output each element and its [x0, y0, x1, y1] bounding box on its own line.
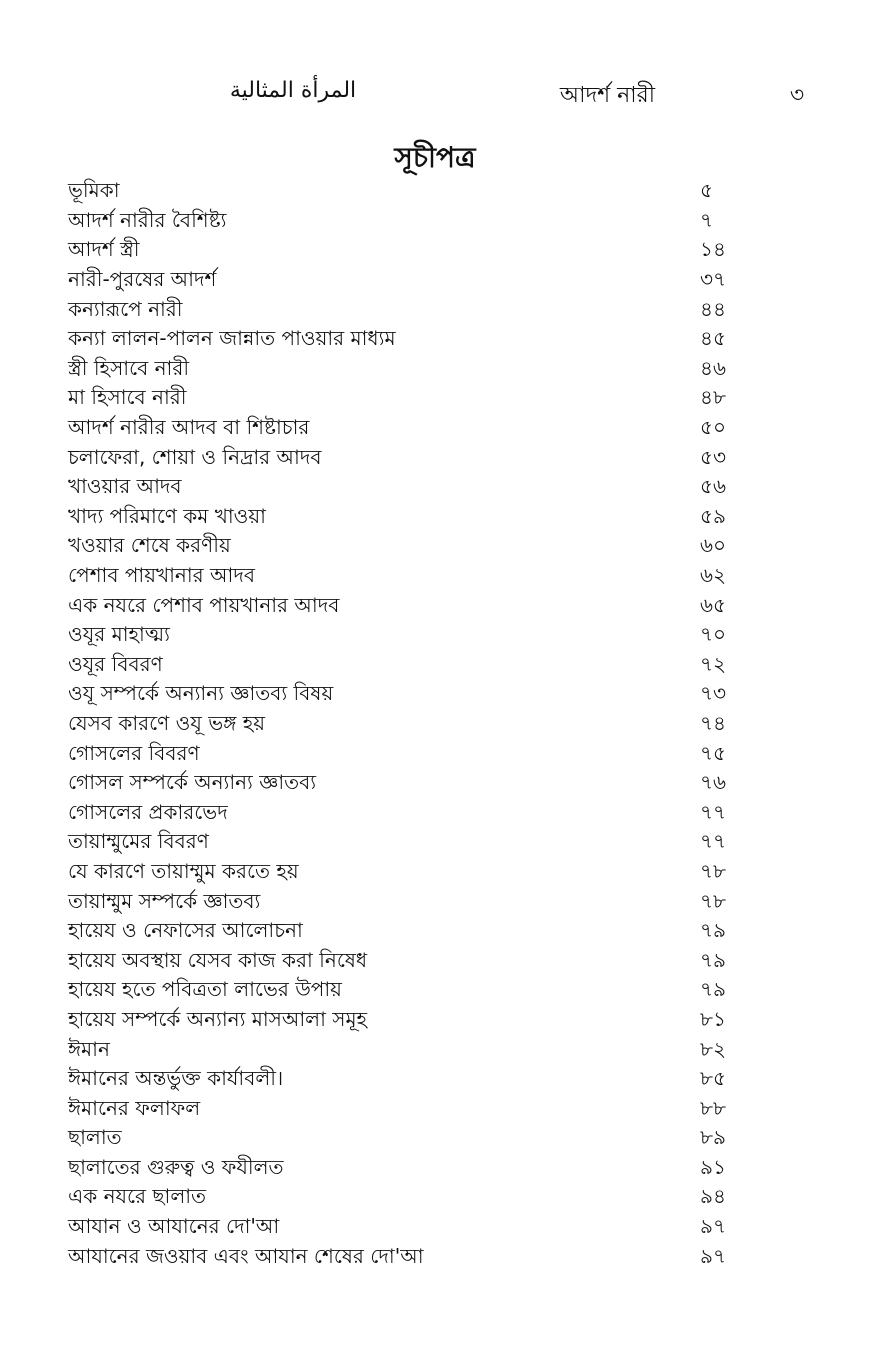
toc-entry-page: ৫০: [700, 415, 726, 440]
toc-entry-label: আযান ও আযানের দো'আ: [68, 1214, 280, 1239]
toc-entry-label: আযানের জওয়াব এবং আযান শেষের দো'আ: [68, 1243, 424, 1268]
toc-entry-label: কন্যারূপে নারী: [68, 296, 183, 321]
header-bengali-title: আদর্শ নারী: [559, 83, 656, 108]
toc-entry-page: ৭৭: [700, 829, 727, 854]
toc-entry: [68, 888, 748, 918]
toc-title: সূচীপত্র: [394, 141, 476, 174]
toc-entry: [68, 326, 748, 356]
toc-entry: [68, 1007, 748, 1037]
toc-entry-page: ৮৫: [700, 1066, 726, 1091]
toc-entry-label: মা হিসাবে নারী: [68, 385, 187, 410]
toc-entry-page: ৬৫: [700, 592, 726, 617]
toc-entry-page: ৮১: [700, 1006, 726, 1031]
toc-entry-page: ৭: [700, 207, 714, 232]
toc-entry-label: হায়েয সম্পর্কে অন্যান্য মাসআলা সমূহ: [68, 1006, 368, 1031]
toc-entry: [68, 178, 748, 208]
toc-entry-label: ভূমিকা: [68, 178, 120, 203]
toc-entry-label: যে কারণে তায়াম্মুম করতে হয়: [68, 858, 299, 883]
toc-entry-label: ওযূর বিবরণ: [68, 651, 163, 676]
toc-entry-page: ১৪: [700, 237, 726, 262]
toc-entry-label: খাওয়ার আদব: [68, 474, 182, 499]
toc-entry-page: ৫৯: [700, 503, 726, 528]
toc-entry-label: গোসলের প্রকারভেদ: [68, 799, 228, 824]
toc-entry-page: ৪৪: [700, 296, 726, 321]
toc-entry: [68, 1184, 748, 1214]
toc-entry-page: ৭৯: [700, 918, 726, 943]
toc-entry-label: হায়েয হতে পবিত্রতা লাভের উপায়: [68, 977, 342, 1002]
toc-entry-label: এক নযরে পেশাব পায়খানার আদব: [68, 592, 340, 617]
toc-entry-label: হায়েয অবস্থায় যেসব কাজ করা নিষেধ: [68, 947, 368, 972]
toc-entry: [68, 681, 748, 711]
toc-entry: [68, 474, 748, 504]
toc-entry-label: ছালাতের গুরুত্ব ও ফযীলত: [68, 1154, 284, 1179]
header-page-number: ৩: [789, 83, 805, 108]
toc-entry-label: গোসল সম্পর্কে অন্যান্য জ্ঞাতব্য: [68, 770, 317, 795]
toc-entry-label: এক নযরে ছালাত: [68, 1184, 207, 1209]
toc-entry-page: ৪৮: [700, 385, 726, 410]
toc-entry-page: ৭৮: [700, 858, 726, 883]
toc-entry: [68, 947, 748, 977]
toc-entry-page: ৩৭: [700, 267, 727, 292]
toc-entry-label: হায়েয ও নেফাসের আলোচনা: [68, 918, 303, 943]
toc-entry-page: ৬২: [700, 563, 727, 588]
toc-entry-page: ৫৩: [700, 444, 726, 469]
toc-entry: [68, 237, 748, 267]
toc-entry: [68, 1036, 748, 1066]
toc-entry-page: ৪৬: [700, 355, 726, 380]
toc-entry: [68, 415, 748, 445]
toc-entry-label: খাদ্য পরিমাণে কম খাওয়া: [68, 503, 266, 528]
toc-entry-page: ৯৭: [700, 1214, 726, 1239]
toc-entry-label: আদর্শ নারীর আদব বা শিষ্টাচার: [68, 415, 310, 440]
toc-entry-page: ৭২: [700, 651, 727, 676]
toc-entry: [68, 296, 748, 326]
toc-entry-label: ওযূ সম্পর্কে অন্যান্য জ্ঞাতব্য বিষয়: [68, 681, 334, 706]
toc-entry: [68, 770, 748, 800]
toc-entry-label: আদর্শ স্ত্রী: [68, 237, 140, 262]
toc-entry: [68, 208, 748, 238]
toc-entry-page: ৮৯: [700, 1125, 726, 1150]
toc-entry-page: ৭৯: [700, 947, 726, 972]
toc-entry-page: ৭৬: [700, 770, 727, 795]
toc-entry: [68, 356, 748, 386]
toc-entry: [68, 533, 748, 563]
toc-entry-label: গোসলের বিবরণ: [68, 740, 200, 765]
toc-entry: [68, 977, 748, 1007]
toc-entry: [68, 592, 748, 622]
toc-entry-page: ৫৬: [700, 474, 726, 499]
toc-entry-page: ৭৫: [700, 740, 726, 765]
toc-entry-page: ৬০: [700, 533, 727, 558]
toc-entry-label: ঈমানের ফলাফল: [68, 1095, 201, 1120]
toc-entry-label: কন্যা লালন-পালন জান্নাত পাওয়ার মাধ্যম: [68, 326, 396, 351]
toc-entry: [68, 652, 748, 682]
toc-entry-page: ৭৪: [700, 710, 726, 735]
toc-entry: [68, 740, 748, 770]
toc-entry-label: ঈমান: [68, 1036, 110, 1061]
toc-entry-page: ৭৯: [700, 977, 726, 1002]
toc-entry: [68, 1155, 748, 1185]
toc-entry: [68, 1125, 748, 1155]
toc-entry-label: আদর্শ নারীর বৈশিষ্ট্য: [68, 207, 227, 232]
toc-entry-label: ঈমানের অন্তর্ভুক্ত কার্যাবলী।: [68, 1066, 284, 1091]
toc-entry-page: ৯৪: [700, 1184, 726, 1209]
header-arabic-title: المرأة المثالية: [229, 78, 357, 103]
toc-entry-label: স্ত্রী হিসাবে নারী: [68, 355, 190, 380]
toc-list: [68, 178, 748, 1273]
toc-entry: [68, 444, 748, 474]
toc-entry-page: ৯৭: [700, 1243, 726, 1268]
toc-entry: [68, 799, 748, 829]
toc-entry-label: তায়াম্মুমের বিবরণ: [68, 829, 209, 854]
toc-entry-label: চলাফেরা, শোয়া ও নিদ্রার আদব: [68, 444, 322, 469]
toc-entry-label: যেসব কারণে ওযূ ভঙ্গ হয়: [68, 710, 266, 735]
toc-entry-page: ৯১: [700, 1154, 726, 1179]
toc-entry: [68, 563, 748, 593]
toc-entry: [68, 918, 748, 948]
toc-entry-label: ছালাত: [68, 1125, 122, 1150]
toc-entry-label: পেশাব পায়খানার আদব: [68, 563, 255, 588]
toc-entry-label: তায়াম্মুম সম্পর্কে জ্ঞাতব্য: [68, 888, 261, 913]
toc-entry-page: ৫: [700, 178, 713, 203]
toc-entry-label: ওযূর মাহাত্ম্য: [68, 622, 170, 647]
toc-entry-page: ৪৫: [700, 326, 726, 351]
toc-entry: [68, 859, 748, 889]
toc-entry: [68, 829, 748, 859]
toc-entry-label: নারী-পুরষের আদর্শ: [68, 267, 217, 292]
toc-entry: [68, 1066, 748, 1096]
toc-entry: [68, 622, 748, 652]
toc-entry: [68, 1243, 748, 1273]
toc-entry: [68, 1214, 748, 1244]
toc-entry: [68, 267, 748, 297]
toc-entry: [68, 1095, 748, 1125]
toc-entry-page: ৭৭: [700, 799, 727, 824]
toc-entry-page: ৭৩: [700, 681, 727, 706]
toc-entry-page: ৭৮: [700, 888, 726, 913]
toc-entry-page: ৮৮: [700, 1095, 726, 1120]
toc-entry-page: ৭০: [700, 622, 727, 647]
toc-entry-label: খওয়ার শেষে করণীয়: [68, 533, 231, 558]
toc-entry: [68, 504, 748, 534]
toc-entry: [68, 711, 748, 741]
toc-entry-page: ৮২: [700, 1036, 726, 1061]
toc-entry: [68, 385, 748, 415]
